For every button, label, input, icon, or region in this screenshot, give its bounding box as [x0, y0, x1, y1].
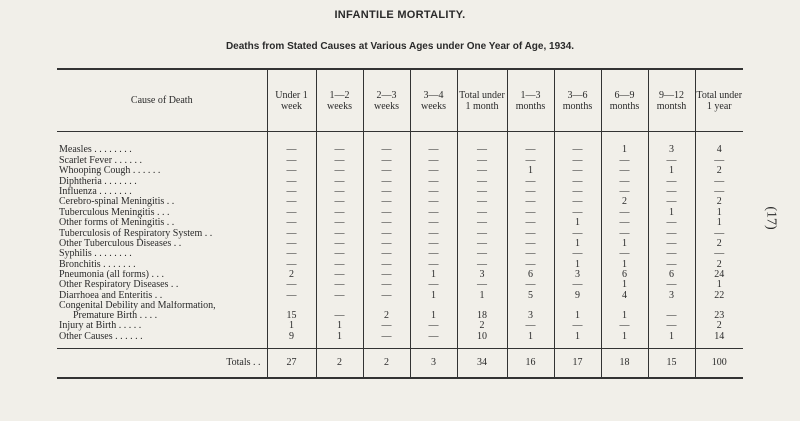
- value-cell: —: [316, 239, 363, 249]
- cause-label: Congenital Debility and Malformation,: [59, 300, 216, 311]
- value-cell: —: [554, 155, 601, 165]
- value-cell: —: [457, 145, 507, 155]
- value-cell: —: [554, 228, 601, 238]
- value-cell: —: [410, 331, 457, 341]
- value-cell: 1: [410, 290, 457, 300]
- value-cell: 1: [316, 321, 363, 331]
- value-cell: —: [267, 197, 316, 207]
- value-cell: —: [507, 207, 554, 217]
- value-cell: —: [457, 218, 507, 228]
- value-cell: —: [695, 176, 743, 186]
- value-cell: 2: [695, 166, 743, 176]
- value-cell: —: [363, 187, 410, 197]
- value-cell: 5: [507, 290, 554, 300]
- value-cell: 1: [601, 331, 648, 341]
- value-cell: —: [316, 270, 363, 280]
- total-cell: 2: [363, 348, 410, 378]
- value-cell: —: [648, 228, 695, 238]
- value-cell: —: [410, 166, 457, 176]
- column-header: 1—3 months: [507, 69, 554, 132]
- value-cell: 1: [507, 166, 554, 176]
- cause-label: Scarlet Fever . . . . . .: [59, 155, 143, 166]
- table-row: [57, 145, 743, 155]
- value-cell: 2: [601, 197, 648, 207]
- value-cell: 9: [554, 290, 601, 300]
- value-cell: —: [316, 259, 363, 269]
- value-cell: —: [507, 218, 554, 228]
- value-cell: 2: [695, 239, 743, 249]
- value-cell: —: [507, 249, 554, 259]
- value-cell: —: [267, 290, 316, 300]
- value-cell: —: [507, 176, 554, 186]
- cause-label: Bronchitis . . . . . . .: [59, 259, 136, 270]
- value-cell: —: [457, 249, 507, 259]
- cause-cell: [57, 228, 267, 238]
- value-cell: —: [457, 155, 507, 165]
- value-cell: —: [648, 280, 695, 290]
- cause-cell: [57, 187, 267, 197]
- value-cell: 15: [267, 301, 316, 321]
- value-cell: —: [601, 228, 648, 238]
- cause-cell: [57, 331, 267, 341]
- mortality-table: [57, 68, 743, 379]
- value-cell: —: [410, 228, 457, 238]
- total-cell: 27: [267, 348, 316, 378]
- value-cell: 1: [601, 280, 648, 290]
- column-header: 9—12 montsh: [648, 69, 695, 132]
- column-header: 2—3 weeks: [363, 69, 410, 132]
- value-cell: —: [363, 321, 410, 331]
- value-cell: 3: [648, 145, 695, 155]
- value-cell: —: [363, 207, 410, 217]
- value-cell: 6: [507, 270, 554, 280]
- cause-cell: [57, 197, 267, 207]
- value-cell: —: [267, 145, 316, 155]
- value-cell: —: [507, 155, 554, 165]
- value-cell: —: [363, 239, 410, 249]
- value-cell: —: [457, 207, 507, 217]
- value-cell: —: [457, 280, 507, 290]
- table-row: [57, 166, 743, 176]
- total-cell: 100: [695, 348, 743, 378]
- cause-label: Diarrhoea and Enteritis . .: [59, 290, 163, 301]
- table-row: [57, 197, 743, 207]
- value-cell: —: [316, 290, 363, 300]
- cause-cell: [57, 218, 267, 228]
- value-cell: 2: [695, 259, 743, 269]
- value-cell: 1: [410, 270, 457, 280]
- value-cell: 1: [554, 301, 601, 321]
- table-row: [57, 187, 743, 197]
- cause-cell: [57, 207, 267, 217]
- value-cell: —: [554, 197, 601, 207]
- value-cell: —: [695, 228, 743, 238]
- value-cell: —: [410, 321, 457, 331]
- value-cell: —: [554, 166, 601, 176]
- table-row: [57, 218, 743, 228]
- value-cell: —: [507, 321, 554, 331]
- cause-label: Syphilis . . . . . . . .: [59, 248, 132, 260]
- cause-label: Measles . . . . . . . .: [59, 145, 132, 156]
- table-row: [57, 280, 743, 290]
- value-cell: 9: [267, 331, 316, 341]
- total-cell: 15: [648, 348, 695, 378]
- value-cell: —: [363, 280, 410, 290]
- cause-cell: [57, 301, 267, 321]
- value-cell: —: [457, 228, 507, 238]
- total-cell: 18: [601, 348, 648, 378]
- value-cell: —: [554, 207, 601, 217]
- value-cell: 1: [695, 218, 743, 228]
- table-row: [57, 259, 743, 269]
- value-cell: 1: [457, 290, 507, 300]
- value-cell: —: [695, 187, 743, 197]
- value-cell: —: [554, 187, 601, 197]
- value-cell: —: [267, 207, 316, 217]
- column-header: 3—6 months: [554, 69, 601, 132]
- value-cell: 22: [695, 290, 743, 300]
- value-cell: —: [363, 145, 410, 155]
- value-cell: —: [267, 218, 316, 228]
- spacer-row: [57, 132, 743, 146]
- value-cell: —: [410, 197, 457, 207]
- totals-row: [57, 348, 743, 378]
- value-cell: —: [601, 321, 648, 331]
- value-cell: 3: [507, 301, 554, 321]
- value-cell: —: [554, 249, 601, 259]
- value-cell: 23: [695, 301, 743, 321]
- value-cell: 1: [410, 301, 457, 321]
- value-cell: —: [316, 197, 363, 207]
- value-cell: 1: [648, 331, 695, 341]
- value-cell: 6: [648, 270, 695, 280]
- value-cell: 1: [601, 145, 648, 155]
- value-cell: —: [648, 176, 695, 186]
- value-cell: —: [648, 187, 695, 197]
- value-cell: —: [457, 239, 507, 249]
- value-cell: 1: [695, 280, 743, 290]
- value-cell: —: [316, 145, 363, 155]
- value-cell: —: [316, 218, 363, 228]
- value-cell: —: [363, 249, 410, 259]
- value-cell: —: [648, 218, 695, 228]
- value-cell: 1: [648, 207, 695, 217]
- value-cell: —: [363, 228, 410, 238]
- value-cell: 10: [457, 331, 507, 341]
- value-cell: 1: [554, 331, 601, 341]
- value-cell: —: [554, 145, 601, 155]
- value-cell: —: [267, 166, 316, 176]
- value-cell: —: [601, 187, 648, 197]
- value-cell: —: [554, 176, 601, 186]
- value-cell: —: [457, 187, 507, 197]
- value-cell: 1: [601, 301, 648, 321]
- cause-label-continued: Premature Birth . . . .: [73, 309, 158, 321]
- table-row: [57, 155, 743, 165]
- value-cell: —: [410, 239, 457, 249]
- value-cell: —: [507, 187, 554, 197]
- value-cell: —: [410, 259, 457, 269]
- value-cell: —: [410, 249, 457, 259]
- value-cell: —: [695, 155, 743, 165]
- value-cell: —: [316, 207, 363, 217]
- column-header: Total under 1 month: [457, 69, 507, 132]
- value-cell: —: [507, 197, 554, 207]
- value-cell: —: [316, 166, 363, 176]
- value-cell: —: [316, 155, 363, 165]
- value-cell: 3: [554, 270, 601, 280]
- cause-label: Cerebro-spinal Meningitis . .: [59, 196, 175, 208]
- cause-label: Diphtheria . . . . . . .: [59, 176, 137, 187]
- value-cell: 1: [554, 218, 601, 228]
- value-cell: 4: [601, 290, 648, 300]
- total-cell: 3: [410, 348, 457, 378]
- value-cell: —: [648, 259, 695, 269]
- value-cell: —: [457, 166, 507, 176]
- value-cell: 2: [363, 301, 410, 321]
- value-cell: —: [410, 218, 457, 228]
- value-cell: —: [648, 239, 695, 249]
- value-cell: —: [267, 228, 316, 238]
- value-cell: —: [316, 301, 363, 321]
- value-cell: —: [267, 155, 316, 165]
- value-cell: 1: [695, 207, 743, 217]
- table-body: [57, 132, 743, 378]
- cause-label: Whooping Cough . . . . . .: [59, 165, 161, 177]
- column-header: 3—4 weeks: [410, 69, 457, 132]
- value-cell: —: [316, 249, 363, 259]
- value-cell: 1: [554, 259, 601, 269]
- table-row: [57, 228, 743, 238]
- value-cell: —: [363, 259, 410, 269]
- cause-label: Other Respiratory Diseases . .: [59, 280, 179, 291]
- value-cell: —: [316, 280, 363, 290]
- value-cell: 4: [695, 145, 743, 155]
- value-cell: 3: [457, 270, 507, 280]
- value-cell: 1: [267, 321, 316, 331]
- value-cell: —: [267, 187, 316, 197]
- cause-cell: [57, 259, 267, 269]
- value-cell: —: [507, 228, 554, 238]
- value-cell: —: [507, 145, 554, 155]
- value-cell: —: [601, 155, 648, 165]
- value-cell: 2: [695, 321, 743, 331]
- column-header: Total under 1 year: [695, 69, 743, 132]
- cause-cell: [57, 176, 267, 186]
- value-cell: —: [410, 176, 457, 186]
- total-cell: 17: [554, 348, 601, 378]
- value-cell: —: [601, 166, 648, 176]
- value-cell: —: [648, 249, 695, 259]
- value-cell: —: [648, 321, 695, 331]
- value-cell: 2: [695, 197, 743, 207]
- cause-label: Other forms of Meningitis . .: [59, 217, 175, 229]
- value-cell: —: [410, 145, 457, 155]
- value-cell: —: [648, 301, 695, 321]
- column-header: 6—9 months: [601, 69, 648, 132]
- value-cell: —: [648, 155, 695, 165]
- cause-cell: [57, 280, 267, 290]
- value-cell: 24: [695, 270, 743, 280]
- cause-label: Injury at Birth . . . . .: [59, 320, 142, 332]
- column-header: 1—2 weeks: [316, 69, 363, 132]
- cause-label: Influenza . . . . . . .: [59, 186, 132, 197]
- table-row: [57, 290, 743, 300]
- value-cell: —: [410, 155, 457, 165]
- total-cell: 2: [316, 348, 363, 378]
- cause-cell: [57, 239, 267, 249]
- value-cell: —: [601, 207, 648, 217]
- value-cell: 6: [601, 270, 648, 280]
- cause-cell: [57, 290, 267, 300]
- value-cell: —: [316, 176, 363, 186]
- value-cell: —: [457, 259, 507, 269]
- document-subtitle: Deaths from Stated Causes at Various Ages under One Year of Age, 1934.: [225, 41, 575, 52]
- value-cell: —: [410, 207, 457, 217]
- value-cell: 3: [648, 290, 695, 300]
- column-header: Cause of Death: [57, 69, 267, 132]
- value-cell: —: [267, 176, 316, 186]
- value-cell: —: [410, 280, 457, 290]
- value-cell: 1: [648, 166, 695, 176]
- cause-label: Tuberculous Meningitis . . .: [59, 207, 170, 218]
- cause-cell: [57, 321, 267, 331]
- value-cell: —: [363, 155, 410, 165]
- value-cell: —: [363, 331, 410, 341]
- value-cell: —: [554, 321, 601, 331]
- value-cell: —: [601, 249, 648, 259]
- table-row: [57, 249, 743, 259]
- table-row: [57, 301, 743, 321]
- value-cell: 1: [601, 239, 648, 249]
- cause-label: Tuberculosis of Respiratory System . .: [59, 228, 213, 239]
- table-row: [57, 239, 743, 249]
- table-row: [57, 207, 743, 217]
- value-cell: 18: [457, 301, 507, 321]
- cause-label: Other Causes . . . . . .: [59, 331, 143, 342]
- page-number: (17): [763, 206, 779, 230]
- value-cell: —: [601, 218, 648, 228]
- cause-cell: [57, 166, 267, 176]
- value-cell: —: [410, 187, 457, 197]
- value-cell: —: [363, 290, 410, 300]
- column-header: Under 1 week: [267, 69, 316, 132]
- table-row: [57, 321, 743, 331]
- cause-label: Other Tuberculous Diseases . .: [59, 238, 182, 249]
- value-cell: 1: [554, 239, 601, 249]
- value-cell: 2: [457, 321, 507, 331]
- value-cell: —: [316, 228, 363, 238]
- cause-cell: [57, 249, 267, 259]
- value-cell: 1: [601, 259, 648, 269]
- value-cell: —: [363, 197, 410, 207]
- value-cell: —: [363, 176, 410, 186]
- value-cell: —: [363, 166, 410, 176]
- header-row: [57, 69, 743, 132]
- value-cell: —: [363, 270, 410, 280]
- table-row: [57, 331, 743, 341]
- value-cell: —: [457, 197, 507, 207]
- value-cell: —: [363, 218, 410, 228]
- value-cell: —: [267, 249, 316, 259]
- table-row: [57, 176, 743, 186]
- value-cell: 2: [267, 270, 316, 280]
- value-cell: —: [695, 249, 743, 259]
- value-cell: —: [507, 280, 554, 290]
- value-cell: —: [457, 176, 507, 186]
- cause-cell: [57, 155, 267, 165]
- value-cell: —: [554, 280, 601, 290]
- value-cell: —: [267, 239, 316, 249]
- table-row: [57, 270, 743, 280]
- cause-label: Pneumonia (all forms) . . .: [59, 269, 164, 281]
- cause-cell: [57, 270, 267, 280]
- totals-label: Totals . .: [57, 348, 267, 378]
- total-cell: 16: [507, 348, 554, 378]
- value-cell: 1: [316, 331, 363, 341]
- value-cell: —: [316, 187, 363, 197]
- value-cell: —: [267, 259, 316, 269]
- document-title: INFANTILE MORTALITY.: [334, 9, 466, 21]
- value-cell: —: [507, 239, 554, 249]
- value-cell: —: [601, 176, 648, 186]
- value-cell: 14: [695, 331, 743, 341]
- value-cell: —: [648, 197, 695, 207]
- cause-cell: [57, 145, 267, 155]
- total-cell: 34: [457, 348, 507, 378]
- value-cell: —: [267, 280, 316, 290]
- value-cell: 1: [507, 331, 554, 341]
- value-cell: —: [507, 259, 554, 269]
